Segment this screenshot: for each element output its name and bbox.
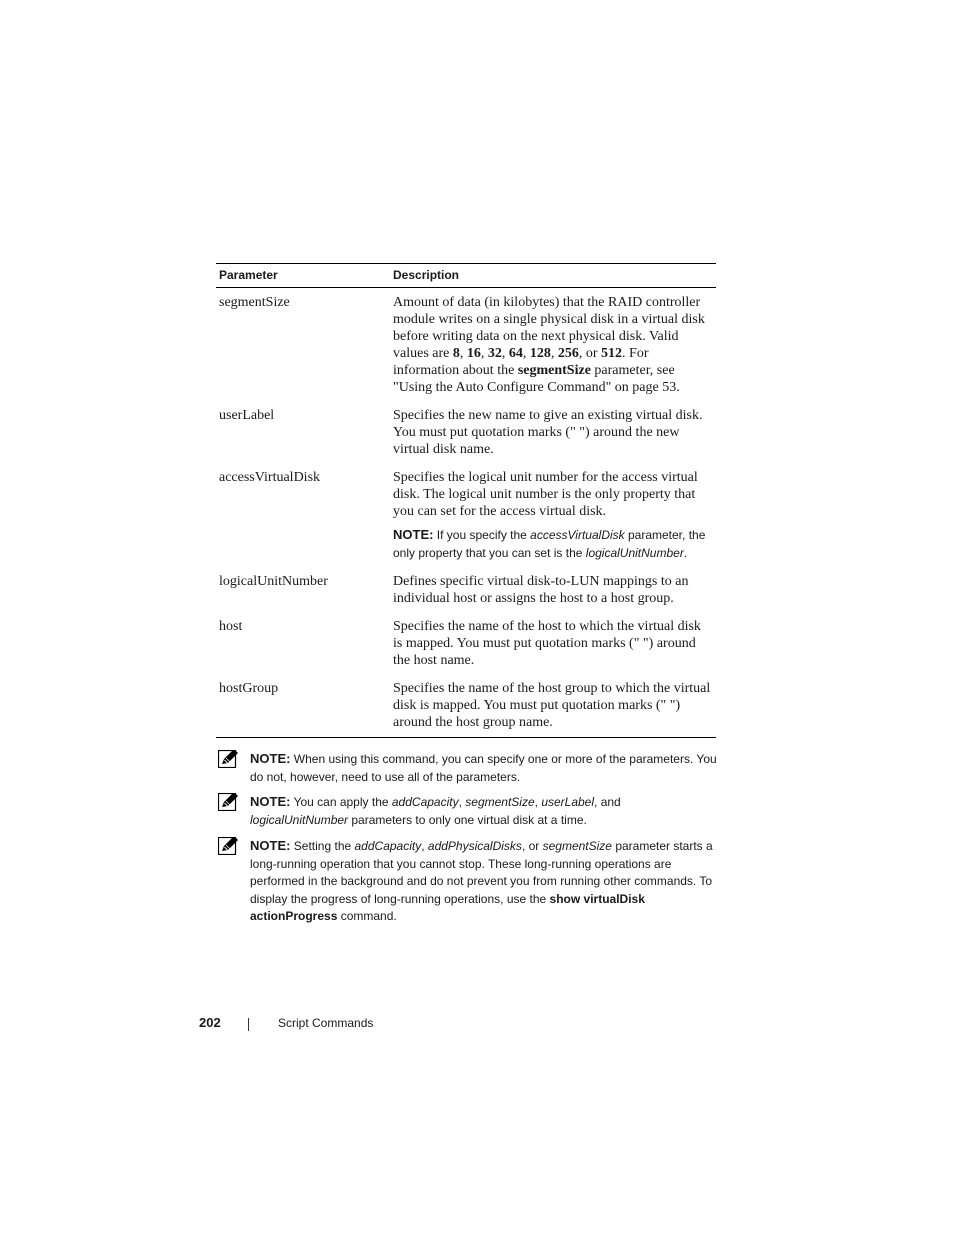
note-term: accessVirtualDisk — [530, 528, 625, 542]
table-row — [216, 615, 716, 677]
note-term: logicalUnitNumber — [250, 812, 349, 827]
desc-text: parameter, see "Using the Auto Configure Command" on page 53. — [393, 363, 680, 395]
footer-separator — [248, 1018, 249, 1031]
note-label: NOTE: — [250, 794, 291, 809]
desc-sep: , — [459, 346, 467, 361]
value-8: 8 — [452, 346, 460, 361]
value-32: 32 — [487, 346, 502, 361]
note-body: Setting the — [290, 839, 355, 853]
note-text — [250, 750, 720, 786]
table-row — [216, 570, 716, 615]
desc-term: segmentSize — [517, 363, 591, 378]
note-text: If you specify the — [433, 528, 531, 542]
section-title: Script Commands — [278, 1016, 374, 1030]
param-name: hostGroup — [216, 677, 390, 738]
param-name: logicalUnitNumber — [219, 574, 328, 589]
page-number: 202 — [199, 1015, 221, 1030]
note-label: NOTE: — [250, 838, 291, 853]
note-body: parameter starts a long-running operation that you cannot stop. These long-running operations are performed in the background and do not prevent you from running other commands. To display the progress of long-running operations, use the — [250, 839, 713, 906]
param-description: Specifies the name of the host to which the virtual disk is mapped. You must put quotation marks (" ") around the host name. — [393, 619, 701, 668]
param-description: Defines specific virtual disk-to-LUN mappings to an individual host or assigns the host to a host group. — [393, 574, 689, 606]
value-128: 128 — [529, 346, 551, 361]
note-command: show virtualDisk actionProgress — [250, 891, 645, 923]
note-term: userLabel — [541, 795, 595, 809]
note-text: parameter, the only property that you can set is the — [393, 528, 706, 560]
note-body: , — [458, 795, 466, 809]
note-text — [250, 793, 720, 829]
note-label: NOTE: — [250, 751, 291, 766]
param-description: Specifies the new name to give an existing virtual disk. You must put quotation marks (" ") around the new virtual disk name. — [393, 408, 703, 457]
note-label: NOTE: — [393, 527, 434, 542]
note-pencil-icon — [218, 837, 240, 855]
table-row — [216, 288, 716, 405]
note-text: . — [683, 545, 688, 560]
value-512: 512 — [601, 346, 623, 361]
note-term: segmentSize — [465, 795, 535, 809]
note-body: parameters to only one virtual disk at a time. — [348, 812, 587, 827]
page-footer — [0, 1015, 954, 1035]
note-term: addCapacity — [391, 795, 459, 809]
note-term: logicalUnitNumber — [585, 545, 684, 560]
note-term: addCapacity — [354, 839, 422, 853]
value-256: 256 — [557, 346, 579, 361]
param-name: host — [219, 619, 243, 634]
note-body: You can apply the — [290, 795, 392, 809]
note-body: , or — [521, 839, 543, 853]
note-pencil-icon — [218, 750, 240, 768]
note-body: , and — [594, 795, 621, 809]
desc-sep: , — [480, 346, 488, 361]
param-name: accessVirtualDisk — [219, 470, 321, 485]
value-16: 16 — [466, 346, 481, 361]
desc-sep: , — [550, 346, 558, 361]
param-description — [390, 466, 716, 570]
note-body: , — [421, 839, 428, 853]
desc-text: Amount of data (in kilobytes) that the RAID controller module writes on a single physical disk in a virtual disk before writing data on the next physical disk. Valid values are — [393, 295, 705, 361]
param-name: userLabel — [219, 408, 275, 423]
desc-text: Specifies the logical unit number for the access virtual disk. The logical unit number is the only property that you can set for the access virtual disk. — [393, 470, 698, 519]
desc-sep: , or — [578, 346, 602, 361]
table-row — [216, 677, 716, 738]
header-parameter: Parameter — [216, 264, 390, 288]
param-description: Specifies the name of the host group to which the virtual disk is mapped. You must put quotation marks (" ") around the host group name. — [390, 677, 716, 738]
note-term: addPhysicalDisks — [427, 839, 522, 853]
value-64: 64 — [508, 346, 523, 361]
param-description — [390, 288, 716, 405]
note-term: segmentSize — [542, 839, 612, 853]
inline-note — [393, 526, 713, 562]
desc-sep: , — [501, 346, 509, 361]
note-body: When using this command, you can specify one or more of the parameters. You do not, however, need to use all of the parameters. — [250, 752, 717, 784]
note-body: , — [534, 795, 542, 809]
table-row — [216, 404, 716, 466]
note-text — [250, 837, 720, 926]
header-description: Description — [390, 264, 716, 288]
desc-sep: , — [522, 346, 530, 361]
table-row — [216, 466, 716, 570]
desc-text: . For information about the — [393, 346, 649, 378]
table-header-row — [216, 264, 716, 288]
param-name: segmentSize — [219, 295, 290, 310]
note-pencil-icon — [218, 793, 240, 811]
parameter-table — [216, 263, 716, 738]
note-body: command. — [337, 909, 397, 923]
